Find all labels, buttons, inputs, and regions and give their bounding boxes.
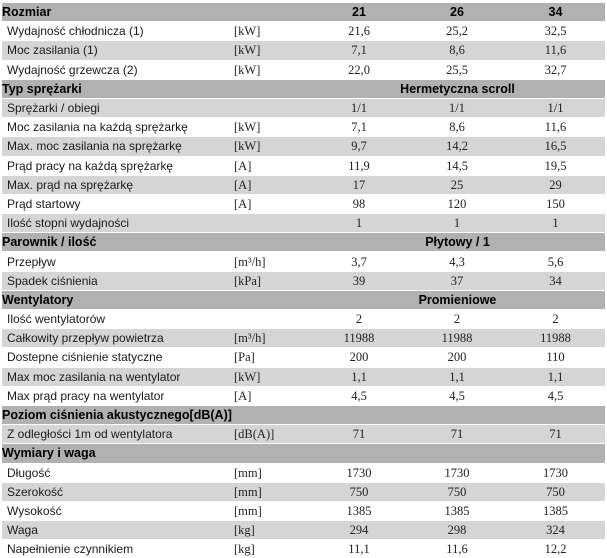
row-value: 1,1 bbox=[408, 367, 506, 386]
spec-row bbox=[2, 41, 605, 60]
spec-row bbox=[2, 329, 605, 348]
row-label: Dostepne ciśnienie statyczne bbox=[2, 348, 224, 367]
spec-row bbox=[2, 348, 605, 367]
row-value: 32,5 bbox=[506, 22, 605, 41]
spec-row bbox=[2, 482, 605, 501]
row-value: 11988 bbox=[310, 329, 408, 348]
row-value: 32,7 bbox=[506, 60, 605, 79]
row-unit: [kW] bbox=[224, 367, 310, 386]
row-value: 2 bbox=[506, 310, 605, 329]
row-label: Moc zasilania (1) bbox=[2, 41, 224, 60]
spec-row bbox=[2, 540, 605, 558]
row-value: 1/1 bbox=[506, 98, 605, 117]
row-unit: [kW] bbox=[224, 137, 310, 156]
spec-row bbox=[2, 463, 605, 482]
section-type-value: Hermetyczna scroll bbox=[310, 79, 605, 98]
section-type-value: Promieniowe bbox=[310, 290, 605, 309]
row-unit: [kW] bbox=[224, 118, 310, 137]
row-value: 25 bbox=[408, 175, 506, 194]
row-unit: [kW] bbox=[224, 60, 310, 79]
row-value: 16,5 bbox=[506, 137, 605, 156]
row-unit: [A] bbox=[224, 156, 310, 175]
row-label: Wysokość bbox=[2, 501, 224, 520]
row-value: 298 bbox=[408, 521, 506, 540]
row-value: 1730 bbox=[310, 463, 408, 482]
row-label: Max moc zasilania na wentylator bbox=[2, 367, 224, 386]
row-value: 1,1 bbox=[310, 367, 408, 386]
row-value: 8,6 bbox=[408, 41, 506, 60]
row-value: 1,1 bbox=[506, 367, 605, 386]
row-unit: [A] bbox=[224, 386, 310, 405]
row-label: Spadek ciśnienia bbox=[2, 271, 224, 290]
row-value: 21,6 bbox=[310, 22, 408, 41]
row-value: 22,0 bbox=[310, 60, 408, 79]
spec-row bbox=[2, 425, 605, 444]
row-value: 34 bbox=[506, 271, 605, 290]
row-value: 750 bbox=[408, 482, 506, 501]
section-type-value bbox=[310, 444, 605, 463]
spec-row bbox=[2, 98, 605, 117]
row-label: Przepływ bbox=[2, 252, 224, 271]
section-header bbox=[2, 79, 605, 98]
row-value: 11,6 bbox=[506, 118, 605, 137]
row-label: Ilość wentylatorów bbox=[2, 310, 224, 329]
row-value: 324 bbox=[506, 521, 605, 540]
row-unit bbox=[224, 214, 310, 233]
spec-row bbox=[2, 60, 605, 79]
row-label: Waga bbox=[2, 521, 224, 540]
row-value: 5,6 bbox=[506, 252, 605, 271]
spec-row bbox=[2, 175, 605, 194]
row-value: 11,6 bbox=[408, 540, 506, 558]
row-label: Max prąd pracy na wentylator bbox=[2, 386, 224, 405]
section-header bbox=[2, 405, 605, 424]
row-label: Max. moc zasilania na sprężarkę bbox=[2, 137, 224, 156]
row-label: Ilość stopni wydajności bbox=[2, 214, 224, 233]
row-label: Szerokość bbox=[2, 482, 224, 501]
row-value: 1730 bbox=[506, 463, 605, 482]
spec-row bbox=[2, 386, 605, 405]
row-value: 39 bbox=[310, 271, 408, 290]
row-unit: [kPa] bbox=[224, 271, 310, 290]
row-unit: [kg] bbox=[224, 521, 310, 540]
row-unit: [A] bbox=[224, 194, 310, 213]
spec-row bbox=[2, 156, 605, 175]
row-value: 200 bbox=[310, 348, 408, 367]
row-value: 1/1 bbox=[408, 98, 506, 117]
row-unit: [kW] bbox=[224, 22, 310, 41]
header-title: Rozmiar bbox=[2, 3, 224, 22]
row-label: Długość bbox=[2, 463, 224, 482]
spec-row bbox=[2, 22, 605, 41]
row-value: 2 bbox=[408, 310, 506, 329]
row-value: 4,5 bbox=[310, 386, 408, 405]
section-title: Wentylatory bbox=[2, 290, 310, 309]
spec-row bbox=[2, 137, 605, 156]
spec-row bbox=[2, 521, 605, 540]
section-header bbox=[2, 290, 605, 309]
spec-row bbox=[2, 501, 605, 520]
row-value: 1385 bbox=[310, 501, 408, 520]
size-header: 34 bbox=[506, 3, 605, 22]
row-value: 200 bbox=[408, 348, 506, 367]
row-label: Całkowity przepływ powietrza bbox=[2, 329, 224, 348]
row-unit: [Pa] bbox=[224, 348, 310, 367]
row-value: 9,7 bbox=[310, 137, 408, 156]
row-value: 2 bbox=[310, 310, 408, 329]
row-value: 8,6 bbox=[408, 118, 506, 137]
header-row bbox=[2, 3, 605, 22]
row-value: 11,6 bbox=[506, 41, 605, 60]
row-value: 750 bbox=[506, 482, 605, 501]
row-value: 11,1 bbox=[310, 540, 408, 558]
row-unit: [m³/h] bbox=[224, 329, 310, 348]
row-value: 750 bbox=[310, 482, 408, 501]
row-unit bbox=[224, 310, 310, 329]
row-value: 12,2 bbox=[506, 540, 605, 558]
row-unit: [mm] bbox=[224, 501, 310, 520]
spec-row bbox=[2, 271, 605, 290]
row-value: 1 bbox=[310, 214, 408, 233]
spec-row bbox=[2, 214, 605, 233]
row-value: 71 bbox=[310, 425, 408, 444]
row-value: 29 bbox=[506, 175, 605, 194]
row-value: 7,1 bbox=[310, 118, 408, 137]
row-value: 4,5 bbox=[408, 386, 506, 405]
row-label: Prąd pracy na każdą sprężarkę bbox=[2, 156, 224, 175]
section-header bbox=[2, 233, 605, 252]
spec-row bbox=[2, 118, 605, 137]
row-value: 25,2 bbox=[408, 22, 506, 41]
spec-row bbox=[2, 252, 605, 271]
spec-row bbox=[2, 310, 605, 329]
row-value: 25,5 bbox=[408, 60, 506, 79]
row-value: 71 bbox=[408, 425, 506, 444]
row-value: 11,9 bbox=[310, 156, 408, 175]
row-unit bbox=[224, 98, 310, 117]
row-value: 37 bbox=[408, 271, 506, 290]
row-label: Z odległości 1m od wentylatora bbox=[2, 425, 224, 444]
spec-row bbox=[2, 367, 605, 386]
row-value: 1/1 bbox=[310, 98, 408, 117]
specification-table bbox=[2, 2, 605, 558]
row-value: 14,5 bbox=[408, 156, 506, 175]
row-label: Moc zasilania na każdą sprężarkę bbox=[2, 118, 224, 137]
row-unit: [m³/h] bbox=[224, 252, 310, 271]
row-value: 11988 bbox=[408, 329, 506, 348]
section-title: Wymiary i waga bbox=[2, 444, 310, 463]
row-value: 1385 bbox=[506, 501, 605, 520]
row-unit: [A] bbox=[224, 175, 310, 194]
row-value: 150 bbox=[506, 194, 605, 213]
row-value: 1 bbox=[408, 214, 506, 233]
size-header: 26 bbox=[408, 3, 506, 22]
row-value: 19,5 bbox=[506, 156, 605, 175]
header-unit-spacer bbox=[224, 3, 310, 22]
row-value: 14,2 bbox=[408, 137, 506, 156]
row-value: 120 bbox=[408, 194, 506, 213]
row-unit: [mm] bbox=[224, 463, 310, 482]
row-value: 1 bbox=[506, 214, 605, 233]
row-label: Sprężarki / obiegi bbox=[2, 98, 224, 117]
row-unit: [dB(A)] bbox=[224, 425, 310, 444]
section-type-value: Płytowy / 1 bbox=[310, 233, 605, 252]
section-header bbox=[2, 444, 605, 463]
row-value: 3,7 bbox=[310, 252, 408, 271]
row-value: 4,3 bbox=[408, 252, 506, 271]
row-value: 11988 bbox=[506, 329, 605, 348]
row-value: 71 bbox=[506, 425, 605, 444]
section-title: Poziom ciśnienia akustycznego[dB(A)] bbox=[2, 405, 310, 424]
row-label: Prąd startowy bbox=[2, 194, 224, 213]
row-value: 1730 bbox=[408, 463, 506, 482]
row-label: Max. prąd na sprężarkę bbox=[2, 175, 224, 194]
row-value: 294 bbox=[310, 521, 408, 540]
row-unit: [kW] bbox=[224, 41, 310, 60]
section-title: Parownik / ilość bbox=[2, 233, 310, 252]
row-value: 17 bbox=[310, 175, 408, 194]
row-label: Napełnienie czynnikiem bbox=[2, 540, 224, 558]
row-unit: [kg] bbox=[224, 540, 310, 558]
row-value: 7,1 bbox=[310, 41, 408, 60]
row-label: Wydajność grzewcza (2) bbox=[2, 60, 224, 79]
section-title: Typ sprężarki bbox=[2, 79, 310, 98]
row-unit: [mm] bbox=[224, 482, 310, 501]
row-value: 98 bbox=[310, 194, 408, 213]
row-value: 110 bbox=[506, 348, 605, 367]
spec-row bbox=[2, 194, 605, 213]
section-type-value bbox=[310, 405, 605, 424]
row-value: 1385 bbox=[408, 501, 506, 520]
row-label: Wydajność chłodnicza (1) bbox=[2, 22, 224, 41]
size-header: 21 bbox=[310, 3, 408, 22]
row-value: 4,5 bbox=[506, 386, 605, 405]
